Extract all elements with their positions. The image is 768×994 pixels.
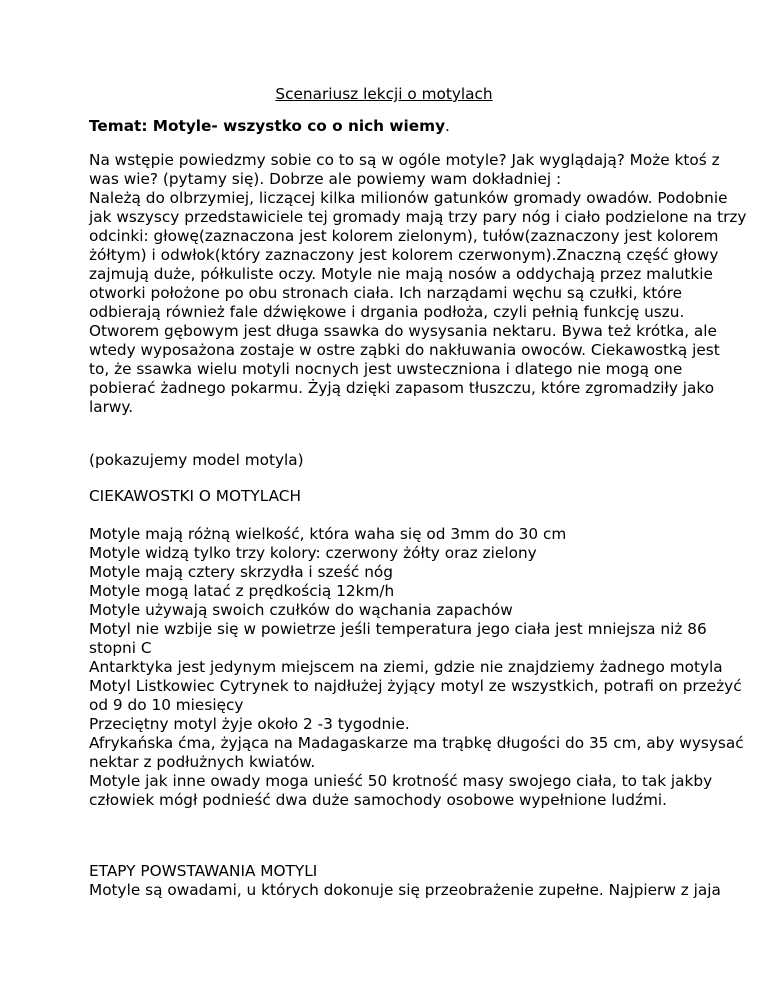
- lesson-topic-bold: Temat: Motyle- wszystko co o nich wiemy: [89, 117, 446, 135]
- intro-line: Otworem gębowym jest długa ssawka do wysysania nektaru. Bywa też krótka, ale: [89, 322, 717, 340]
- intro-line: to, że ssawka wielu motyli nocnych jest uwsteczniona i dlatego nie mogą one: [89, 360, 683, 378]
- curiosity-line: Motyle widzą tylko trzy kolory: czerwony żółty oraz zielony: [89, 544, 537, 562]
- intro-line: jak wszyscy przedstawiciele tej gromady mają trzy pary nóg i ciało podzielone na trzy: [89, 208, 747, 226]
- curiosity-line: człowiek mógł podnieść dwa duże samochody osobowe wypełnione ludźmi.: [89, 791, 667, 809]
- intro-line: Należą do olbrzymiej, liczącej kilka milionów gatunków gromady owadów. Podobnie: [89, 189, 728, 207]
- intro-line: wtedy wyposażona zostaje w ostre ząbki do nakłuwania owoców. Ciekawostką jest: [89, 341, 720, 359]
- curiosity-line: stopni C: [89, 639, 152, 657]
- model-note: (pokazujemy model motyla): [89, 451, 304, 469]
- lesson-topic: [89, 117, 450, 136]
- stages-line: Motyle są owadami, u których dokonuje się przeobrażenie zupełne. Najpierw z jaja: [89, 881, 721, 899]
- intro-line: was wie? (pytamy się). Dobrze ale powiemy wam dokładniej :: [89, 170, 562, 188]
- intro-line: odcinki: głowę(zaznaczona jest kolorem zielonym), tułów(zaznaczony jest kolorem: [89, 227, 719, 245]
- intro-line: otworki położone po obu stronach ciała. Ich narządami węchu są czułki, które: [89, 284, 682, 302]
- curiosity-line: Motyle mają cztery skrzydła i sześć nóg: [89, 563, 393, 581]
- curiosity-line: nektar z podłużnych kwiatów.: [89, 753, 316, 771]
- curiosity-line: Motyle mogą latać z prędkością 12km/h: [89, 582, 395, 600]
- intro-line: Na wstępie powiedzmy sobie co to są w ogóle motyle? Jak wyglądają? Może ktoś z: [89, 151, 720, 169]
- intro-line: żółtym) i odwłok(który zaznaczony jest kolorem czerwonym).Znaczną część głowy: [89, 246, 719, 264]
- intro-line: zajmują duże, półkuliste oczy. Motyle nie mają nosów a oddychają przez malutkie: [89, 265, 713, 283]
- curiosity-line: Motyle mają różną wielkość, która waha się od 3mm do 30 cm: [89, 525, 567, 543]
- curiosity-line: od 9 do 10 miesięcy: [89, 696, 244, 714]
- intro-line: odbierają również fale dźwiękowe i drgania podłoża, czyli pełnią funkcję uszu.: [89, 303, 685, 321]
- curiosity-line: Przeciętny motyl żyje około 2 -3 tygodnie.: [89, 715, 410, 733]
- curiosity-line: Antarktyka jest jedynym miejscem na ziemi, gdzie nie znajdziemy żadnego motyla: [89, 658, 723, 676]
- curiosity-line: Motyl nie wzbije się w powietrze jeśli temperatura jego ciała jest mniejsza niż 86: [89, 620, 707, 638]
- document-title: Scenariusz lekcji o motylach: [275, 85, 493, 103]
- curiosity-line: Afrykańska ćma, żyjąca na Madagaskarze ma trąbkę długości do 35 cm, aby wysysać: [89, 734, 744, 752]
- intro-line: larwy.: [89, 398, 134, 416]
- curiosity-line: Motyle jak inne owady moga unieść 50 krotność masy swojego ciała, to tak jakby: [89, 772, 713, 790]
- stages-heading: ETAPY POWSTAWANIA MOTYLI: [89, 862, 318, 880]
- curiosities-heading: CIEKAWOSTKI O MOTYLACH: [89, 487, 301, 505]
- curiosity-line: Motyle używają swoich czułków do wąchania zapachów: [89, 601, 513, 619]
- lesson-topic-period: .: [445, 117, 450, 135]
- intro-line: pobierać żadnego pokarmu. Żyją dzięki zapasom tłuszczu, które zgromadziły jako: [89, 379, 715, 397]
- curiosity-line: Motyl Listkowiec Cytrynek to najdłużej żyjący motyl ze wszystkich, potrafi on przeżyć: [89, 677, 742, 695]
